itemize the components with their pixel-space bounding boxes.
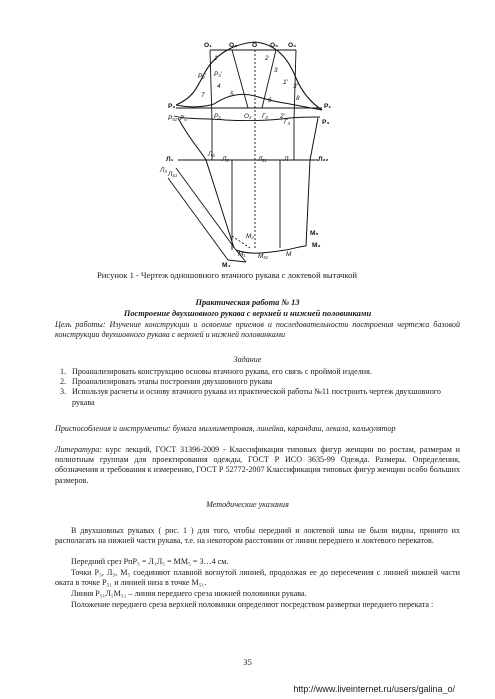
label-L: Л [284,156,289,163]
label-M3: M₃ [312,242,321,249]
label-P3: P₃ [322,119,330,126]
task-item: 2. Проанализировать этапы построения двухшовного рукава [60,377,273,387]
label-2: 2 [265,55,269,62]
label-3p: 3' [293,83,298,90]
label-G3: Г₃ [284,119,291,126]
left-seam [178,118,234,248]
method-para-1: В двухшовных рукавах ( рис. 1 ) для того, чтобы передний и локтевой швы не были видны, принято их располагать на нижней части рукава, т.е. на некотором расстоянии от линии переднего и локтевого перекатов. [55,526,460,546]
label-L3: Л₃ [160,167,167,174]
literature-text: Литература: курс лекций, ГОСТ 31396-2009 - Классификация типовых фигур женщин по ростам, размерам и полнотным группам для проектирования одежды, ГОСТ Р ИСО 3635-99 Одежда. Размеры. Определения, обозначения и требования к измерению, ГОСТ Р 52772-2007 Классификация типовых фигур женщин особо больших размеров. [55,445,460,485]
method-para-5: Положение переднего среза верхней половинки определяют посредством развертки переднего переката : [71,600,434,609]
label-L11: Л₁₁ [258,156,267,163]
label-8: 8 [296,95,300,102]
label-P2: P₂ [168,103,176,110]
label-M1: M₁ [238,251,246,258]
label-P5: P₅ [214,113,221,120]
work-goal: Цель работы: Изучение конструкции и освоение приемов и последовательности построения чертежа базовой конструкции двухшовного рукава с верхней и нижней половинками [55,320,460,340]
task-item: 3. Используя расчеты и основу втачного рукава из практической работы №11 построить чертеж двухшовного рукава [60,387,441,407]
label-O2: O₂ [229,42,238,49]
label-L22: Л₂₂ [318,156,329,163]
cap-inner-line-1 [210,50,212,120]
label-O2b: O₂ [244,113,252,120]
label-L51: Л₅₁ [168,171,177,178]
work-subtitle: Построение двухшовного рукава с верхней и нижней половинками [123,309,372,318]
label-1p: 1' [283,79,288,86]
label-6: 6 [268,97,272,104]
label-4: 4 [217,83,221,90]
figure-caption: Рисунок 1 - Чертеж одношовного втачного рукава с локтевой вытачкой [97,270,357,280]
method-para-4: Линия P₅₁Л₅M₅₁ – линия переднего среза нижней половинки рукава. [71,589,307,598]
label-P2a: P₂' [198,73,206,80]
label-1: 1 [214,55,218,62]
method-para-2: Передний срез PпP₅ = Л₁Л₅ = MM₅ = 3…4 см. [71,557,229,566]
label-L5: Л₅ [208,151,215,158]
task-list [60,367,460,408]
dart-line-2 [168,178,228,260]
cap-diagonal-1 [232,50,248,108]
label-O3: O₃ [288,42,297,49]
dart-line-1 [176,168,236,250]
method-para-3: Точки P₅, Л₅, M₅ соединяют плавной вогнутой линией, продолжая ее до пересечения с линией нижней части оката в точке P₅₁ и линией низа в точке M₅₁. [55,568,460,588]
page-number: 35 [243,657,252,667]
label-3: 3 [274,67,278,74]
right-seam [306,118,318,246]
label-O: O [252,42,258,49]
hem-curve [236,246,306,253]
label-M4: M₄ [222,262,231,269]
label-L1: Л₁ [166,156,174,163]
label-M: M [286,251,292,258]
method-heading: Методические указания [206,500,289,509]
label-P1: P₁ [324,103,332,110]
label-2p: 2' [280,113,285,120]
tools-text: Приспособления и инструменты: бумага миллиметровая, линейка, карандаш, лекала, калькулятор [55,424,396,433]
label-M2: M₂ [246,233,254,240]
label-P6: P₆ [180,115,187,122]
task-item: 1. Проанализировать конструкцию основы втачного рукава, его связь с проймой изделия. [60,367,372,376]
label-M51: M₅₁ [258,253,268,260]
label-7: 7 [201,92,205,99]
label-G2: Г₂ [262,113,268,120]
label-P51: P₅₁ [168,115,177,122]
label-M5: M₅ [310,230,319,237]
sleeve-drawing [0,0,495,269]
label-5: 5 [230,91,234,98]
label-O5: O₅ [270,42,279,49]
work-title: Практическая работа № 13 [195,298,300,307]
label-L2: Л₂ [222,156,229,163]
label-P3a: P₃' [214,71,223,78]
label-O1: O₁ [204,42,212,49]
task-heading: Задание [233,355,262,364]
footer-url[interactable]: http://www.liveinternet.ru/users/galina_o/ [293,684,455,694]
